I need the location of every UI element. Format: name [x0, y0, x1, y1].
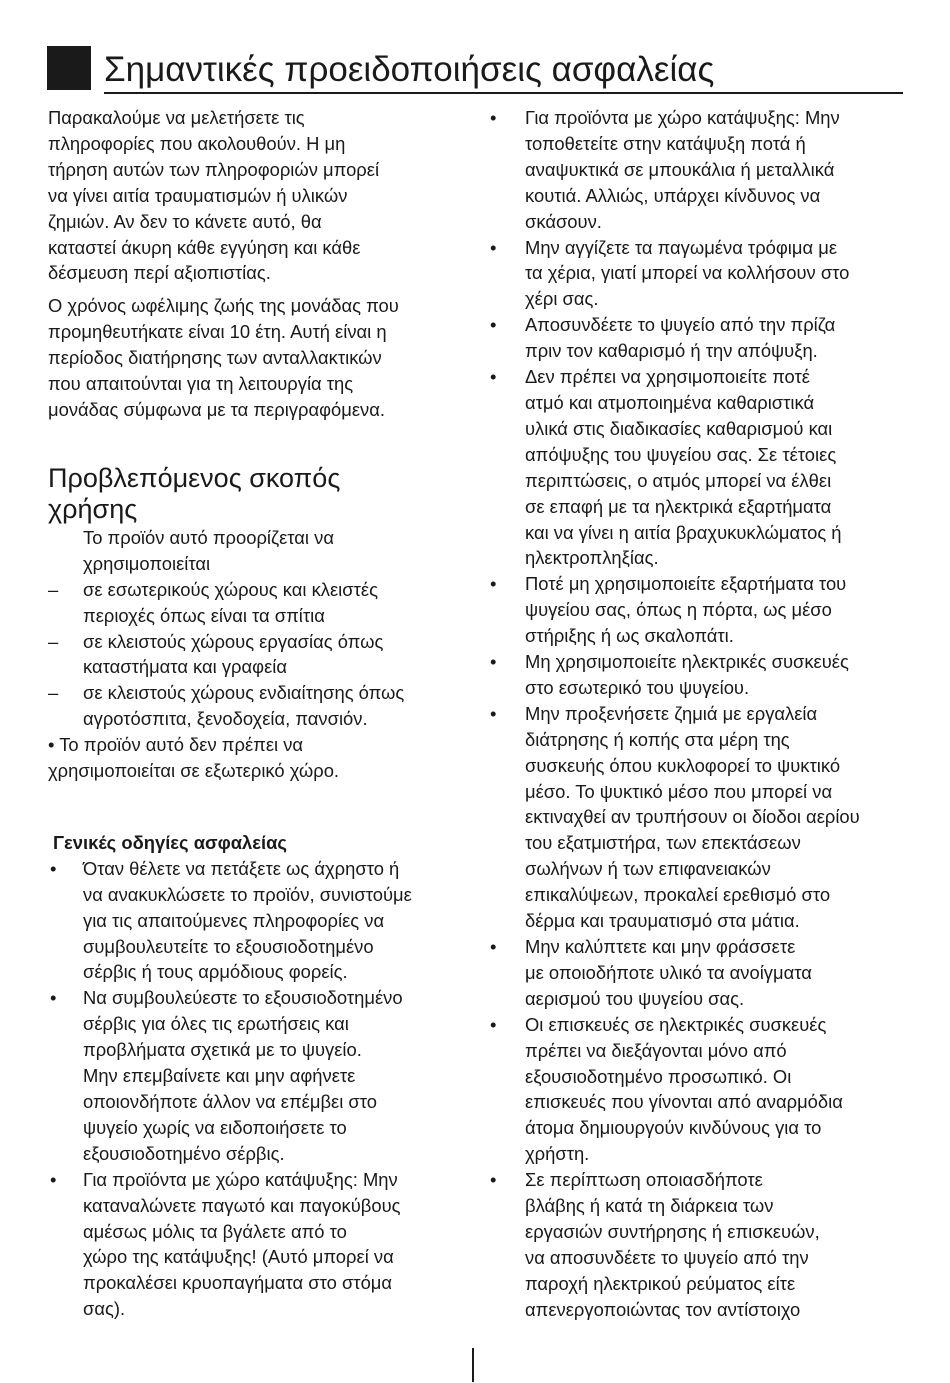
section-header — [47, 46, 903, 94]
list-marker: • — [490, 651, 497, 673]
list-item-text: Οι επισκευές σε ηλεκτρικές συσκευές πρέπει να διεξάγονται μόνο από εξουσιοδοτημένο προσωπικό. Οι επισκευές που γίνονται από αναρμόδια άτομα δημιουργούν κινδύνους για το χρήστη. — [525, 1013, 843, 1165]
safety-list-continued — [489, 105, 909, 1323]
list-item — [48, 1167, 468, 1322]
list-item-text: σε κλειστούς χώρους εργασίας όπως καταστήματα και γραφεία — [83, 630, 384, 678]
list-item — [489, 1167, 909, 1322]
list-item — [489, 1012, 909, 1167]
list-marker: • — [490, 314, 497, 336]
intended-use-list — [48, 577, 468, 732]
intro-paragraph-2: Ο χρόνος ωφέλιμης ζωής της μονάδας που προμηθευτήκατε είναι 10 έτη. Αυτή είναι η περίοδος διατήρησης των ανταλλακτικών που απαιτούνται για τη λειτουργία της μονάδας σύμφωνα με τα περιγραφόμενα. — [48, 295, 399, 420]
list-item — [48, 577, 468, 629]
list-item — [489, 649, 909, 701]
list-marker: – — [48, 682, 59, 704]
list-marker: • — [490, 702, 497, 724]
page-title: Σημαντικές προειδοποιήσεις ασφαλείας — [104, 50, 715, 89]
list-item-text: Να συμβουλεύεστε το εξουσιοδοτημένο σέρβις για όλες τις ερωτήσεις και προβλήματα σχετικά με το ψυγείο. Μην επεμβαίνετε και μην αφήνετε οποιονδήποτε άλλον να επέμβει στο ψυγείο χωρίς να ειδοποιήσετε το εξουσιοδοτημένο σέρβις. — [83, 987, 403, 1164]
section-marker-square — [47, 46, 91, 90]
list-item-text: Σε περίπτωση οποιασδήποτε βλάβης ή κατά τη διάρκεια των εργασιών συντήρησης ή επισκευών, να αποσυνδέετε το ψυγείο από την παροχή ηλεκτρικού ρεύματος είτε απενεργοποιώντας τον αντίστοιχο — [525, 1169, 820, 1320]
list-item — [48, 856, 468, 986]
list-item — [48, 629, 468, 681]
list-item-text: Ποτέ μη χρησιμοποιείτε εξαρτήματα του ψυγείου σας, όπως η πόρτα, ως μέσο στήριξης ή ως σκαλοπάτι. — [525, 573, 847, 647]
list-item — [489, 571, 909, 649]
list-marker: • — [50, 857, 57, 879]
general-safety-list — [48, 856, 468, 1322]
list-marker: • — [490, 236, 497, 258]
list-item-text: Μην προξενήσετε ζημιά με εργαλεία διάτρησης ή κοπής στα μέρη της συσκευής όπου κυκλοφορεί το ψυκτικό μέσο. Το ψυκτικό μέσο που μπορεί να εκτιναχθεί αν τρυπήσουν οι δίοδοι αερίου του εξατμιστήρα, των επεκτάσεων σωλήνων ή των επιφανειακών επικαλύψεων, προκαλεί ερεθισμό στο δέρμα και τραυματισμό στα μάτια. — [525, 702, 860, 932]
intended-use-lead: Το προϊόν αυτό προορίζεται να χρησιμοποιείται — [83, 526, 334, 574]
title-underline — [104, 92, 903, 94]
list-item-text: Όταν θέλετε να πετάξετε ως άχρηστο ή να ανακυκλώσετε το προϊόν, συνιστούμε για τις απαιτούμενες πληροφορίες να συμβουλευτείτε το εξουσιοδοτημένο σέρβις ή τους αρμόδιους φορείς. — [83, 857, 412, 983]
list-item — [489, 934, 909, 1012]
list-item-text: σε κλειστούς χώρους ενδιαίτησης όπως αγροτόσπιτα, ξενοδοχεία, πανσιόν. — [83, 682, 405, 730]
list-marker: – — [48, 630, 59, 652]
list-item-text: σε εσωτερικούς χώρους και κλειστές περιοχές όπως είναι τα σπίτια — [83, 578, 378, 626]
list-marker: • — [50, 987, 57, 1009]
list-item — [489, 364, 909, 571]
list-item-text: Για προϊόντα με χώρο κατάψυξης: Μην τοποθετείτε στην κατάψυξη ποτά ή αναψυκτικά σε μπουκάλια ή μεταλλικά κουτιά. Αλλιώς, υπάρχει κίνδυνος να σκάσουν. — [525, 107, 840, 232]
list-item-text: Αποσυνδέετε το ψυγείο από την πρίζα πριν τον καθαρισμό ή την απόψυξη. — [525, 314, 836, 362]
list-item — [489, 312, 909, 364]
general-safety-heading: Γενικές οδηγίες ασφαλείας — [53, 831, 287, 853]
list-marker: • — [490, 573, 497, 595]
outdoor-use-note: • Το προϊόν αυτό δεν πρέπει να χρησιμοποιείται σε εξωτερικό χώρο. — [48, 734, 340, 782]
list-marker: • — [490, 107, 497, 128]
list-item-text: Μην καλύπτετε και μην φράσσετε με οποιοδήποτε υλικό τα ανοίγματα αερισμού του ψυγείου σας. — [525, 936, 812, 1009]
list-marker: • — [490, 1013, 497, 1035]
left-column — [48, 105, 468, 1322]
list-item-text: Δεν πρέπει να χρησιμοποιείτε ποτέ ατμό και ατμοποιημένα καθαριστικά υλικά στις διαδικασίες καθαρισμού και απόψυξης του ψυγείου σας. Σε τέτοιες περιπτώσεις, ο ατμός μπορεί να έλθει σε επαφή με τα ηλεκτρικά εξαρτήματα και να γίνει η αιτία βραχυκυκλώματος ή ηλεκτροπληξίας. — [525, 366, 842, 569]
list-item — [48, 680, 468, 732]
list-item — [48, 985, 468, 1166]
list-marker: • — [50, 1168, 57, 1190]
list-item — [489, 235, 909, 313]
right-column — [489, 105, 909, 1323]
list-item — [489, 105, 909, 235]
list-marker: – — [48, 578, 59, 600]
list-item-text: Μη χρησιμοποιείτε ηλεκτρικές συσκευές στο εσωτερικό του ψυγείου. — [525, 651, 849, 698]
intro-paragraph-1: Παρακαλούμε να μελετήσετε τις πληροφορίες που ακολουθούν. Η μη τήρηση αυτών των πληροφοριών μπορεί να γίνει αιτία τραυματισμών ή υλικών ζημιών. Αν δεν το κάνετε αυτό, θα καταστεί άκυρη κάθε εγγύηση και κάθε δέσμευση περί αξιοπιστίας. — [48, 107, 380, 284]
list-item-text: Μην αγγίζετε τα παγωμένα τρόφιμα με τα χέρια, γιατί μπορεί να κολλήσουν στο χέρι σας. — [525, 236, 850, 310]
list-item-text: Για προϊόντα με χώρο κατάψυξης: Μην καταναλώνετε παγωτό και παγοκύβους αμέσως μόλις τα βγάλετε από το χώρο της κατάψυξης! (Αυτό μπορεί να προκαλέσει κρυοπαγήματα στο στόμα σας). — [83, 1168, 401, 1320]
list-marker: • — [490, 936, 497, 957]
intended-use-heading: Προβλεπόμενος σκοπός χρήσης — [48, 462, 341, 524]
list-marker: • — [490, 1169, 497, 1191]
list-item — [489, 701, 909, 934]
list-marker: • — [490, 366, 497, 388]
page-divider-mark — [472, 1348, 474, 1382]
